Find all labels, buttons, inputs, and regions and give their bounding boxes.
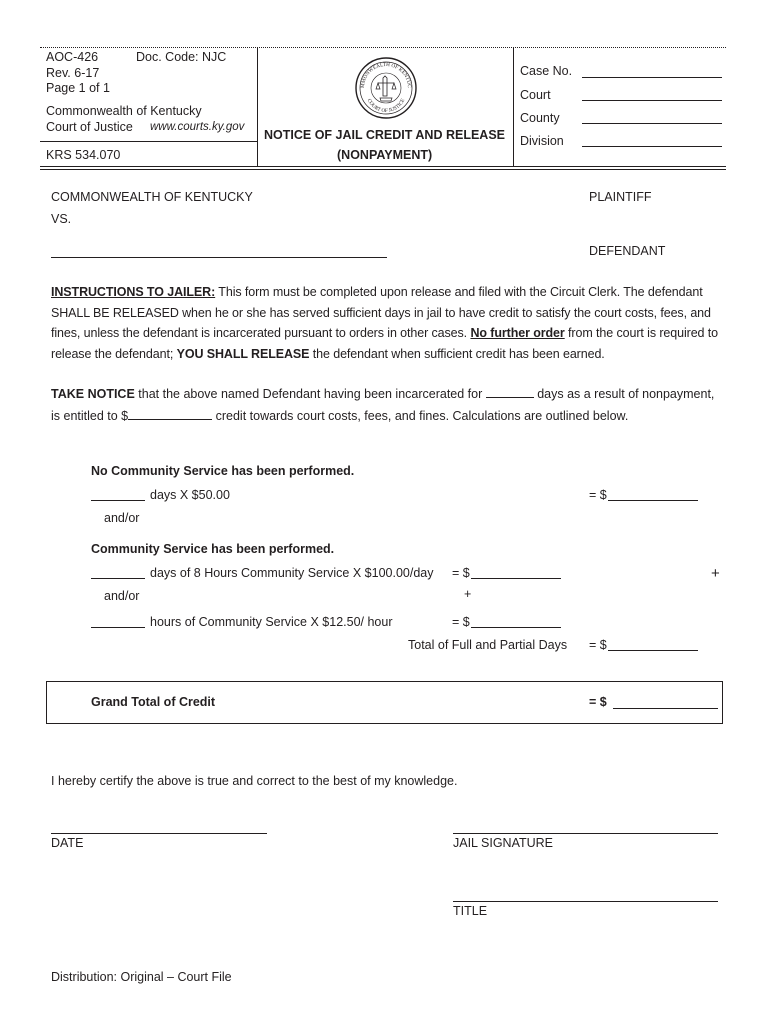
- header-divider-right: [513, 47, 514, 166]
- amount-field-1[interactable]: [608, 500, 698, 501]
- grand-total-label: Grand Total of Credit: [91, 695, 216, 709]
- grand-total-eq: = $: [589, 695, 607, 709]
- no-community-service-heading: No Community Service has been performed.: [91, 464, 355, 478]
- days-field-2[interactable]: [91, 578, 145, 579]
- form-title-line1: NOTICE OF JAIL CREDIT AND RELEASE: [264, 128, 505, 142]
- amount-field-2[interactable]: [471, 578, 561, 579]
- case-no-label: Case No.: [520, 64, 573, 78]
- certify-statement: I hereby certify the above is true and correct to the best of my knowledge.: [51, 774, 458, 788]
- defendant-label: DEFENDANT: [589, 244, 666, 258]
- defendant-name-field[interactable]: [51, 257, 387, 258]
- amount-field-3[interactable]: [471, 627, 561, 628]
- hours-field[interactable]: [91, 627, 145, 628]
- and-or-1: and/or: [104, 511, 140, 525]
- header-divider-left: [257, 47, 258, 166]
- days-50-label: days X $50.00: [150, 488, 230, 502]
- instructions-text-2: from the court is required to release the defendant;: [51, 326, 719, 361]
- revision: Rev. 6-17: [46, 66, 100, 80]
- svg-text:COURT OF JUSTICE: [366, 98, 407, 114]
- seal-text-bottom: COURT OF JUSTICE: [365, 97, 407, 115]
- and-or-2: and/or: [104, 589, 140, 603]
- court-label: Court: [520, 88, 551, 102]
- days-field-1[interactable]: [91, 500, 145, 501]
- grand-total-field[interactable]: [613, 708, 718, 709]
- total-label: Total of Full and Partial Days: [408, 638, 568, 652]
- plus-mid: +: [464, 587, 472, 601]
- seal-text-top: MMONWEALTH OF KENTUC: [359, 61, 413, 89]
- hours-cs-label: hours of Community Service X $12.50/ hour: [150, 615, 393, 629]
- instructions-paragraph: [51, 282, 723, 364]
- instructions-heading: INSTRUCTIONS TO JAILER:: [51, 285, 216, 299]
- county-field[interactable]: [582, 123, 722, 124]
- state-name: Commonwealth of Kentucky: [46, 104, 202, 118]
- plaintiff-name: COMMONWEALTH OF KENTUCKY: [51, 190, 253, 204]
- court-seal-icon: [354, 56, 418, 120]
- court-field[interactable]: [582, 100, 722, 101]
- notice-paragraph: [51, 384, 723, 427]
- eq-dollar-4: = $: [589, 638, 607, 652]
- title-field[interactable]: [453, 901, 718, 902]
- doc-code: Doc. Code: NJC: [136, 50, 227, 64]
- credit-amount-field[interactable]: [128, 408, 212, 420]
- case-no-field[interactable]: [582, 77, 722, 78]
- jail-signature-label: JAIL SIGNATURE: [453, 836, 554, 850]
- statute: KRS 534.070: [46, 148, 121, 162]
- county-label: County: [520, 111, 560, 125]
- notice-text-3: credit towards court costs, fees, and fines. Calculations are outlined below.: [212, 408, 629, 423]
- left-block-divider: [40, 141, 257, 142]
- plaintiff-label: PLAINTIFF: [589, 190, 652, 204]
- division-label: Division: [520, 134, 564, 148]
- website: www.courts.ky.gov: [150, 121, 245, 133]
- division-field[interactable]: [582, 146, 722, 147]
- header-bottom-rule-2: [40, 169, 726, 170]
- jail-signature-field[interactable]: [453, 833, 718, 834]
- days-incarcerated-field[interactable]: [486, 386, 534, 398]
- total-amount-field[interactable]: [608, 650, 698, 651]
- eq-dollar-1: = $: [589, 488, 607, 502]
- community-service-heading: Community Service has been performed.: [91, 542, 335, 556]
- date-field[interactable]: [51, 833, 267, 834]
- eq-dollar-3: = $: [452, 615, 470, 629]
- instructions-text-3: the defendant when sufficient credit has been earned.: [309, 346, 605, 361]
- page-number: Page 1 of 1: [46, 81, 110, 95]
- versus-label: VS.: [51, 212, 72, 226]
- form-id: AOC-426: [46, 50, 99, 64]
- notice-heading: TAKE NOTICE: [51, 387, 135, 401]
- top-border: [40, 47, 726, 48]
- instructions-text-1: This form must be completed upon release and filed with the Circuit Clerk. The defendant SHALL BE RELEASED when he or she has served sufficient days in jail to have credit to satisfy the court costs, fees, and fines, unless the defendant is incarcerated pursuant to orders in other cases.: [51, 285, 711, 340]
- notice-text-2: days as a result of nonpayment, is entitled to $: [51, 387, 715, 423]
- form-title-line2: (NONPAYMENT): [337, 148, 433, 162]
- no-further-order: No further order: [470, 326, 565, 340]
- you-shall-release: YOU SHALL RELEASE: [176, 346, 310, 361]
- court-name: Court of Justice: [46, 120, 133, 134]
- days-cs-label: days of 8 Hours Community Service X $100.00/day: [150, 566, 434, 580]
- date-label: DATE: [51, 836, 84, 850]
- header-bottom-rule-1: [40, 166, 726, 167]
- distribution-note: Distribution: Original – Court File: [51, 970, 232, 984]
- notice-text-1: that the above named Defendant having been incarcerated for: [134, 387, 486, 401]
- title-label: TITLE: [453, 904, 488, 918]
- eq-dollar-2: = $: [452, 566, 470, 580]
- plus-right: +: [711, 565, 720, 582]
